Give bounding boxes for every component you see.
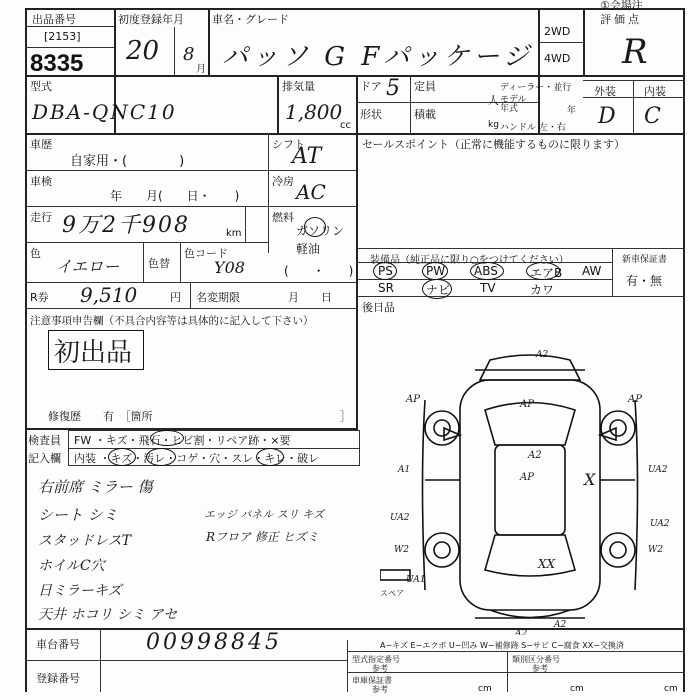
cm-3: cm bbox=[664, 684, 678, 694]
mileage-unit: km bbox=[226, 228, 242, 239]
model-year-label: モデル年式 bbox=[500, 95, 527, 114]
regdate-sep bbox=[174, 27, 175, 75]
drive-2wd: 2WD bbox=[544, 25, 571, 38]
mark-ua2-2: UA2 bbox=[390, 513, 410, 523]
shift-label: シフト bbox=[272, 138, 305, 151]
equip-ps: PS bbox=[378, 264, 393, 278]
ac-label: 冷房 bbox=[272, 175, 294, 188]
chassis-value: 00998845 bbox=[146, 630, 282, 655]
grade-label: 評価点 bbox=[600, 13, 642, 26]
mileage-unit-sep bbox=[245, 206, 246, 242]
legend: A−キズ E−エクボ U−凹み W−補修跡 S−サビ C−腐食 XX−交換済 bbox=[380, 641, 624, 650]
equip-abs-circle bbox=[470, 262, 504, 280]
hist-sep1 bbox=[25, 170, 356, 171]
disp-col-right bbox=[356, 75, 358, 133]
dims-ref: 参考 bbox=[372, 685, 388, 694]
equip-aw: AW bbox=[582, 264, 602, 278]
first-reg-label: 初度登録年月 bbox=[118, 13, 184, 26]
year-unit: 年 bbox=[567, 106, 577, 116]
load-label: 積載 bbox=[414, 108, 436, 121]
grade-sub-sep bbox=[633, 80, 634, 133]
int-dirty-circle bbox=[146, 448, 176, 466]
warranty-value: 有・無 bbox=[626, 274, 663, 288]
chassis-right-sep bbox=[347, 640, 348, 692]
recycle-sep bbox=[190, 282, 191, 308]
mark-ap-3: AP bbox=[628, 394, 642, 405]
name-col-right bbox=[538, 8, 540, 133]
mileage-label: 走行 bbox=[30, 211, 52, 224]
drive-sep bbox=[538, 42, 583, 43]
name-change-label: 名変期限 bbox=[196, 291, 240, 304]
legend-sep2 bbox=[347, 672, 685, 673]
regdate-col-right bbox=[208, 8, 210, 75]
equip-leather: カワ bbox=[530, 283, 555, 297]
displacement-value: 1,800 bbox=[285, 100, 343, 124]
shape-label: 形状 bbox=[360, 108, 382, 121]
mark-ap-4: AP bbox=[520, 472, 534, 483]
note-7: エッジ パネル スリ キズ bbox=[204, 508, 325, 521]
ref-sep bbox=[507, 651, 508, 692]
top-right-note: ①会場注 bbox=[600, 0, 643, 12]
note-8: Rフロア 修正 ヒズミ bbox=[206, 530, 319, 544]
name-label: 車名・グレード bbox=[212, 13, 289, 26]
doors-label: ドア bbox=[360, 80, 382, 93]
next-label: 後日品 bbox=[362, 301, 395, 314]
load-unit: kg bbox=[488, 120, 499, 130]
equip-ps-circle bbox=[373, 262, 397, 280]
lot-sub: [2153] bbox=[44, 30, 81, 43]
ac-value: AC bbox=[296, 180, 326, 204]
caution-label: 注意事項申告欄（不具合内容等は具体的に記入して下さい） bbox=[30, 315, 314, 327]
equip-navi: ナビ bbox=[426, 283, 451, 297]
equip-tv: TV bbox=[480, 281, 496, 295]
mark-ua1: UA1 bbox=[406, 575, 426, 585]
frame-right bbox=[683, 8, 685, 692]
fuel-paren: ( ・ ) bbox=[284, 264, 354, 278]
equip-pw-circle bbox=[422, 262, 448, 280]
equip-top bbox=[356, 248, 683, 249]
type-value: DBA-QNC10 bbox=[32, 100, 177, 124]
doors-value: 5 bbox=[386, 76, 400, 101]
mark-ua2-1: UA2 bbox=[648, 465, 668, 475]
name-value: パッソ G Fパッケージ bbox=[222, 42, 533, 72]
displacement-unit: cc bbox=[340, 120, 351, 131]
reg-label: 登録番号 bbox=[36, 672, 80, 685]
note-2: シート シミ bbox=[38, 506, 118, 524]
color-label: 色 bbox=[30, 247, 41, 260]
dealer-label: ディーラー・並行 bbox=[500, 83, 572, 93]
color-code-value: Y08 bbox=[214, 258, 245, 277]
note-3: スタッドレスT bbox=[38, 533, 131, 549]
type-ref: 参考 bbox=[372, 664, 388, 673]
chassis-top bbox=[25, 628, 685, 630]
name-change-value: 月 日 bbox=[288, 291, 332, 304]
first-reg-year: 20 bbox=[126, 36, 160, 66]
sales-point-label: セールスポイント（正常に機能するものに限ります） bbox=[362, 138, 626, 151]
repair-label: 修復歴 有 ［箇所 bbox=[48, 410, 153, 423]
inspector-sep bbox=[68, 448, 360, 449]
int-scratch-circle bbox=[108, 448, 136, 466]
classification: 類別区分番号 bbox=[512, 655, 560, 664]
mark-ap-1: AP bbox=[406, 394, 420, 405]
equip-abs: ABS bbox=[474, 264, 498, 278]
history-label: 車歴 bbox=[30, 138, 52, 151]
first-reg-month: 8 bbox=[183, 44, 195, 65]
int-rub-circle bbox=[256, 448, 284, 466]
note-6: 天井 ホコリ シミ アセ bbox=[38, 607, 178, 623]
warranty-label: 新車保証書 bbox=[622, 255, 668, 265]
recycle-unit: 円 bbox=[170, 291, 181, 304]
row1-bottom bbox=[25, 75, 685, 77]
fuel-oil: 軽油 bbox=[296, 242, 321, 256]
warranty-sep bbox=[612, 248, 613, 296]
exterior-label: 外装 bbox=[594, 85, 616, 98]
recycle-label: R券 bbox=[30, 291, 49, 304]
equipment-label: 装備品（純正品に限り○をつけてください） bbox=[370, 255, 569, 266]
first-reg-month-unit: 月 bbox=[196, 64, 206, 75]
equip-navi-circle bbox=[422, 279, 452, 299]
displacement-label: 排気量 bbox=[282, 80, 315, 93]
mileage-value: 9万2千908 bbox=[62, 213, 190, 238]
hist-sep2 bbox=[25, 206, 356, 207]
equip-sr: SR bbox=[378, 281, 394, 295]
fuel-gas-circle bbox=[304, 217, 326, 237]
shape-col-right bbox=[410, 102, 411, 133]
mark-w2-2: W2 bbox=[648, 545, 663, 555]
class-ref: 参考 bbox=[532, 664, 548, 673]
capacity-label: 定員 bbox=[414, 80, 436, 93]
inspection-value: 年 月( 日・ ) bbox=[110, 189, 240, 203]
drive-4wd: 4WD bbox=[544, 52, 571, 65]
hist-sep5 bbox=[25, 308, 356, 309]
handle-label: ハンドル 左・右 bbox=[500, 123, 566, 133]
fuel-gas: ガソリン bbox=[296, 224, 345, 238]
shift-value: AT bbox=[292, 144, 322, 169]
fly-stone-circle bbox=[150, 430, 184, 446]
interior-value: C bbox=[644, 104, 661, 129]
cm-2: cm bbox=[570, 684, 584, 694]
repair-close: ］ bbox=[340, 410, 351, 423]
mark-ap-2: AP bbox=[520, 399, 534, 410]
equip-airbag: エアB bbox=[530, 266, 563, 280]
equip-airbag-circle bbox=[526, 262, 563, 280]
grade-top bbox=[583, 80, 683, 81]
mark-xx: XX bbox=[538, 557, 556, 571]
history-value: 自家用・( ) bbox=[70, 154, 185, 169]
color-no-label: 色替 bbox=[148, 257, 170, 270]
inspector-row1: FW ・キズ・飛石・ヒビ割・リペア跡・×要 bbox=[74, 434, 291, 447]
chassis-label: 車台番号 bbox=[36, 638, 80, 651]
lot-label: 出品番号 bbox=[32, 13, 76, 26]
inspection-label: 車検 bbox=[30, 175, 52, 188]
mark-a2-hood: A2 bbox=[528, 450, 542, 461]
mark-x: X bbox=[584, 470, 596, 489]
hist-sep3 bbox=[25, 242, 268, 243]
chassis-label-sep bbox=[100, 628, 101, 692]
interior-label: 内装 bbox=[644, 85, 666, 98]
note-4: ホイルC穴 bbox=[38, 558, 105, 574]
fuel-label: 燃料 bbox=[272, 211, 294, 224]
mark-w2-1: W2 bbox=[394, 545, 409, 555]
mark-a2-top: A2 bbox=[536, 350, 549, 360]
note-1: 右前席 ミラー 傷 bbox=[38, 478, 153, 496]
inspector-label: 検査員 bbox=[28, 434, 61, 447]
cm-1: cm bbox=[478, 684, 492, 694]
legend-sep bbox=[347, 651, 685, 652]
type-label: 型式 bbox=[30, 80, 52, 93]
shift-col-left bbox=[268, 133, 269, 253]
note-5: 日ミラーキズ bbox=[38, 583, 122, 599]
lot-number: 8335 bbox=[30, 50, 84, 77]
car-diagram bbox=[380, 340, 680, 635]
mark-a2-bottom-2: A2 bbox=[515, 629, 528, 635]
capacity-unit: 人 bbox=[488, 94, 499, 107]
caution-value: 初出品 bbox=[54, 338, 133, 368]
recycle-value: 9,510 bbox=[80, 283, 138, 307]
inspector-row2: 内装 ・キズ・汚レ・コゲ・穴・スレ・キレ・破レ bbox=[74, 452, 320, 465]
mark-a1: A1 bbox=[398, 465, 411, 475]
mark-a2-bottom-1: A2 bbox=[554, 620, 567, 630]
dims-label: 車庫保証書 bbox=[352, 676, 392, 685]
type-designation: 型式指定番号 bbox=[352, 655, 400, 664]
color-sep2 bbox=[180, 242, 181, 282]
lot-sep bbox=[25, 47, 115, 48]
recorder-label: 記入欄 bbox=[28, 452, 61, 465]
mark-ua2-3: UA2 bbox=[650, 519, 670, 529]
doors-col-right bbox=[410, 75, 411, 102]
equip-bottom bbox=[356, 296, 683, 297]
mark-spare: スペア bbox=[380, 589, 404, 598]
color-code-label: 色コード bbox=[184, 247, 228, 260]
chassis-mid bbox=[25, 660, 347, 661]
frame-left bbox=[25, 8, 27, 692]
color-value: イエロー bbox=[56, 257, 120, 276]
row2-bottom bbox=[25, 133, 685, 135]
exterior-value: D bbox=[598, 104, 616, 129]
frame-top bbox=[25, 8, 685, 10]
history-col-right bbox=[356, 133, 358, 428]
color-sep1 bbox=[143, 242, 144, 282]
equip-pw: PW bbox=[426, 264, 446, 278]
grade-value: R bbox=[622, 32, 648, 72]
drive-col-right bbox=[583, 8, 585, 75]
type-col-right bbox=[277, 75, 279, 133]
